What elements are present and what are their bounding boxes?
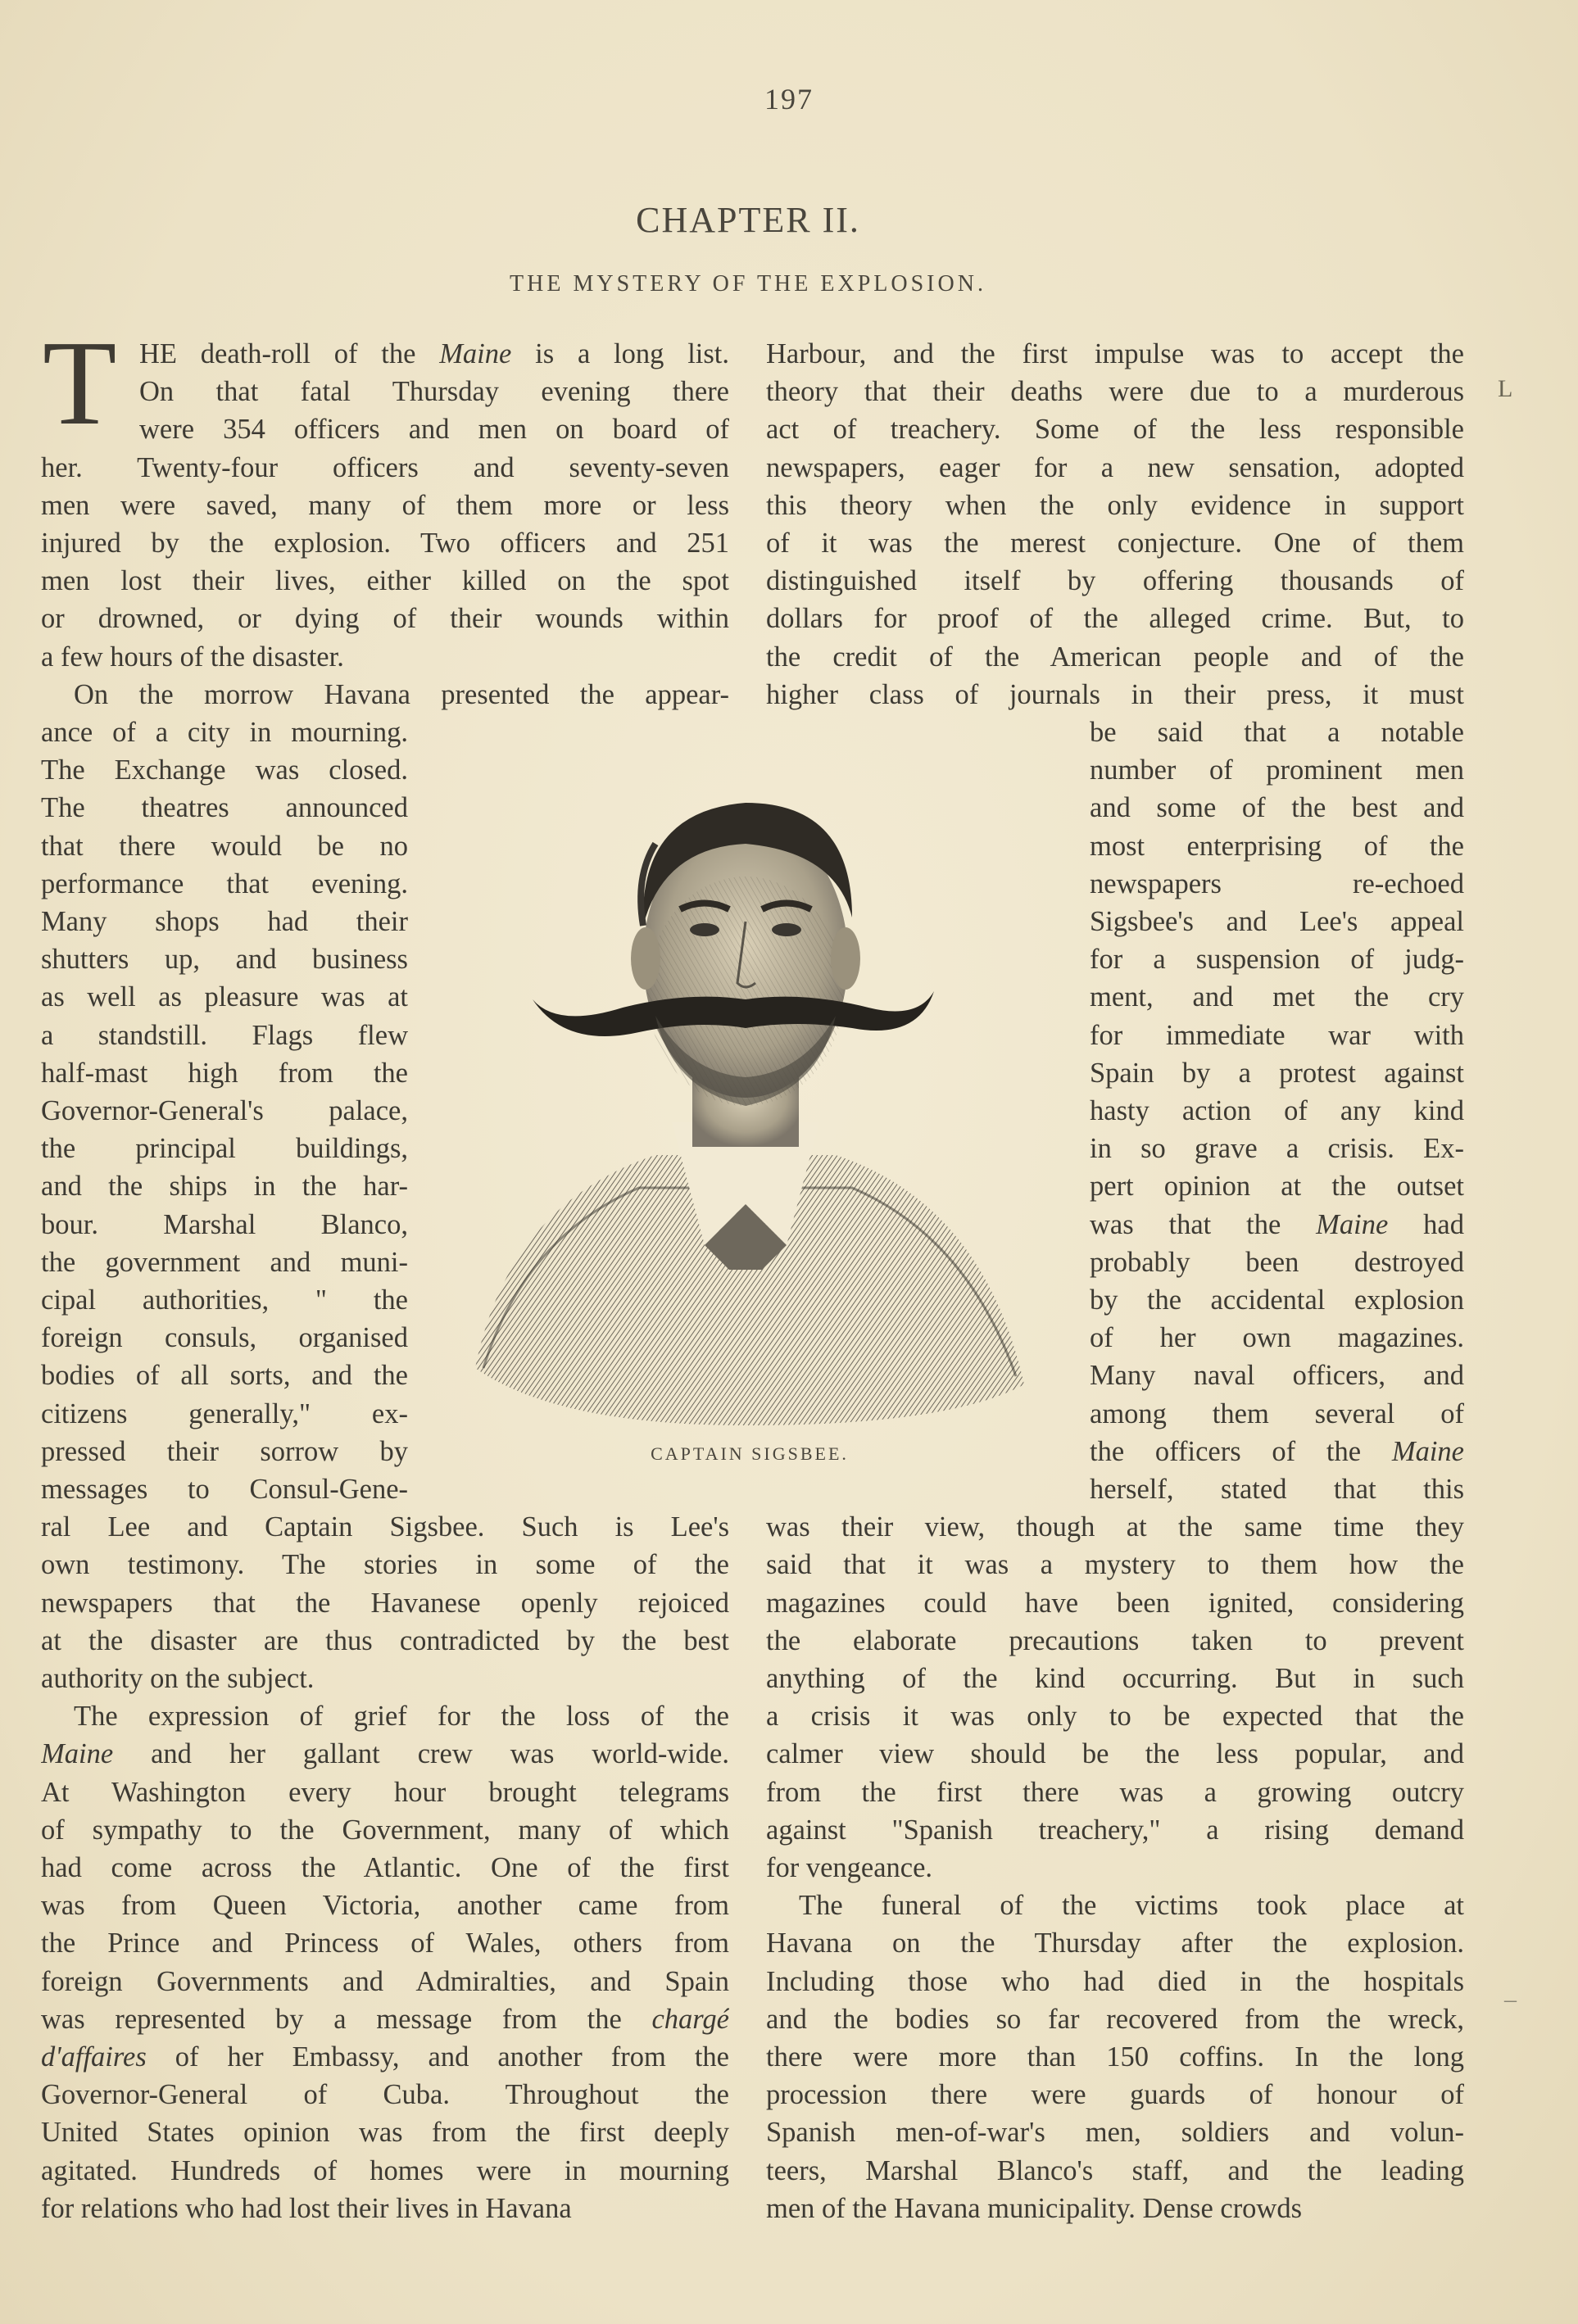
page-number: 197 (764, 83, 814, 116)
text-line: the credit of the American people and of the (766, 641, 1464, 673)
text-line: number of prominent men (1090, 754, 1464, 786)
text-line: the principal buildings, (41, 1133, 408, 1165)
text-line: magazines could have been ignited, considering (766, 1587, 1464, 1619)
text-line: men of the Havana municipality. Dense crowds (766, 2192, 1303, 2224)
text-line: Maine and her gallant crew was world-wide. (41, 1738, 729, 1770)
text-line: be said that a notable (1090, 717, 1464, 748)
text-line: for vengeance. (766, 1852, 933, 1883)
drop-cap: T (43, 316, 117, 451)
text-line: own testimony. The stories in some of the (41, 1549, 729, 1581)
text-line: her. Twenty-four officers and seventy-seven (41, 451, 729, 483)
text-line: Spain by a protest against (1090, 1057, 1464, 1089)
text-line: authority on the subject. (41, 1663, 315, 1694)
text-line: act of treachery. Some of the less responsible (766, 414, 1464, 446)
text-line: was from Queen Victoria, another came from (41, 1890, 729, 1922)
text-line: Including those who had died in the hospitals (766, 1965, 1464, 1997)
text-line: ment, and met the cry (1090, 981, 1464, 1013)
margin-dash: – (1504, 1986, 1517, 2013)
text-line: Many naval officers, and (1090, 1360, 1464, 1392)
text-line: distinguished itself by offering thousands of (766, 565, 1464, 597)
text-line: foreign consuls, organised (41, 1322, 408, 1354)
text-line: and the bodies so far recovered from the wreck, (766, 2003, 1464, 2035)
text-line: Spanish men-of-war's men, soldiers and volun- (766, 2117, 1464, 2149)
text-line: pert opinion at the outset (1090, 1171, 1464, 1203)
text-line: teers, Marshal Blanco's staff, and the leading (766, 2154, 1464, 2186)
text-line: a standstill. Flags flew (41, 1019, 408, 1051)
text-line: had come across the Atlantic. One of the first (41, 1852, 729, 1883)
text-line: a crisis it was only to be expected that the (766, 1701, 1464, 1733)
text-line: newspapers, eager for a new sensation, adopted (766, 451, 1464, 483)
text-line: Sigsbee's and Lee's appeal (1090, 906, 1464, 937)
text-line: the government and muni- (41, 1246, 408, 1278)
text-line: HE death-roll of the Maine is a long list. (139, 338, 729, 369)
text-line: or drowned, or dying of their wounds within (41, 603, 729, 635)
text-line: pressed their sorrow by (41, 1435, 408, 1467)
text-line: The funeral of the victims took place at (799, 1890, 1464, 1922)
text-line: was that the Maine had (1090, 1208, 1464, 1240)
text-line: most enterprising of the (1090, 830, 1464, 862)
portrait-engraving (459, 745, 1032, 1425)
text-line: The theatres announced (41, 792, 408, 824)
text-line: d'affaires of her Embassy, and another from the (41, 2041, 729, 2073)
text-line: At Washington every hour brought telegrams (41, 1776, 729, 1808)
text-line: anything of the kind occurring. But in such (766, 1663, 1464, 1694)
text-line: a few hours of the disaster. (41, 641, 344, 673)
text-line: higher class of journals in their press, it must (766, 678, 1464, 710)
text-line: On the morrow Havana presented the appear- (74, 678, 729, 710)
text-line: performance that evening. (41, 868, 408, 899)
text-line: were 354 officers and men on board of (139, 414, 729, 446)
text-line: and some of the best and (1090, 792, 1464, 824)
text-line: cipal authorities, " the (41, 1284, 408, 1316)
text-line: for a suspension of judg- (1090, 944, 1464, 976)
text-line: said that it was a mystery to them how the (766, 1549, 1464, 1581)
text-line: procession there were guards of honour of (766, 2079, 1464, 2111)
text-line: citizens generally," ex- (41, 1398, 408, 1429)
text-line: men were saved, many of them more or less (41, 489, 729, 521)
text-line: Governor-General's palace, (41, 1095, 408, 1126)
text-line: Havana on the Thursday after the explosion. (766, 1928, 1464, 1959)
text-line: at the disaster are thus contradicted by the best (41, 1624, 729, 1656)
text-line: The expression of grief for the loss of the (74, 1701, 729, 1733)
text-line: the Prince and Princess of Wales, others from (41, 1928, 729, 1959)
margin-mark: L (1498, 375, 1513, 402)
text-line: herself, stated that this (1090, 1474, 1464, 1505)
text-line: this theory when the only evidence in support (766, 489, 1464, 521)
text-line: dollars for proof of the alleged crime. But, to (766, 603, 1464, 635)
text-line: of her own magazines. (1090, 1322, 1464, 1354)
text-line: as well as pleasure was at (41, 981, 408, 1013)
section-title: THE MYSTERY OF THE EXPLOSION. (510, 271, 986, 297)
text-line: of it was the merest conjecture. One of them (766, 528, 1464, 559)
text-line: against "Spanish treachery," a rising demand (766, 1814, 1464, 1846)
text-line: men lost their lives, either killed on the spot (41, 565, 729, 597)
text-line: the elaborate precautions taken to prevent (766, 1624, 1464, 1656)
text-line: was represented by a message from the chargé (41, 2003, 729, 2035)
text-line: for immediate war with (1090, 1019, 1464, 1051)
text-line: in so grave a crisis. Ex- (1090, 1133, 1464, 1165)
text-line: half-mast high from the (41, 1057, 408, 1089)
text-line: calmer view should be the less popular, and (766, 1738, 1464, 1770)
text-line: hasty action of any kind (1090, 1095, 1464, 1126)
text-line: ral Lee and Captain Sigsbee. Such is Lee's (41, 1511, 729, 1543)
text-line: probably been destroyed (1090, 1246, 1464, 1278)
text-line: by the accidental explosion (1090, 1284, 1464, 1316)
text-line: among them several of (1090, 1398, 1464, 1429)
text-line: bodies of all sorts, and the (41, 1360, 408, 1392)
text-line: Many shops had their (41, 906, 408, 937)
text-line: Governor-General of Cuba. Throughout the (41, 2079, 729, 2111)
text-line: from the first there was a growing outcry (766, 1776, 1464, 1808)
text-line: Harbour, and the first impulse was to accept the (766, 338, 1464, 369)
chapter-title: CHAPTER II. (636, 200, 860, 240)
text-line: there were more than 150 coffins. In the long (766, 2041, 1464, 2073)
text-line: the officers of the Maine (1090, 1435, 1464, 1467)
text-line: ance of a city in mourning. (41, 717, 408, 748)
text-line: of sympathy to the Government, many of which (41, 1814, 729, 1846)
text-line: injured by the explosion. Two officers and 251 (41, 528, 729, 559)
text-line: messages to Consul-Gene- (41, 1474, 408, 1505)
text-line: for relations who had lost their lives in Havana (41, 2192, 572, 2224)
text-line: was their view, though at the same time they (766, 1511, 1464, 1543)
text-line: newspapers re-echoed (1090, 868, 1464, 899)
text-line: that there would be no (41, 830, 408, 862)
text-line: The Exchange was closed. (41, 754, 408, 786)
text-line: agitated. Hundreds of homes were in mourning (41, 2154, 729, 2186)
text-line: shutters up, and business (41, 944, 408, 976)
text-line: United States opinion was from the first deeply (41, 2117, 729, 2149)
text-line: On that fatal Thursday evening there (139, 376, 729, 408)
text-line: and the ships in the har- (41, 1171, 408, 1203)
text-line: bour. Marshal Blanco, (41, 1208, 408, 1240)
portrait-caption: CAPTAIN SIGSBEE. (651, 1443, 849, 1464)
text-line: theory that their deaths were due to a murderous (766, 376, 1464, 408)
text-line: foreign Governments and Admiralties, and Spain (41, 1965, 729, 1997)
text-line: newspapers that the Havanese openly rejoiced (41, 1587, 729, 1619)
